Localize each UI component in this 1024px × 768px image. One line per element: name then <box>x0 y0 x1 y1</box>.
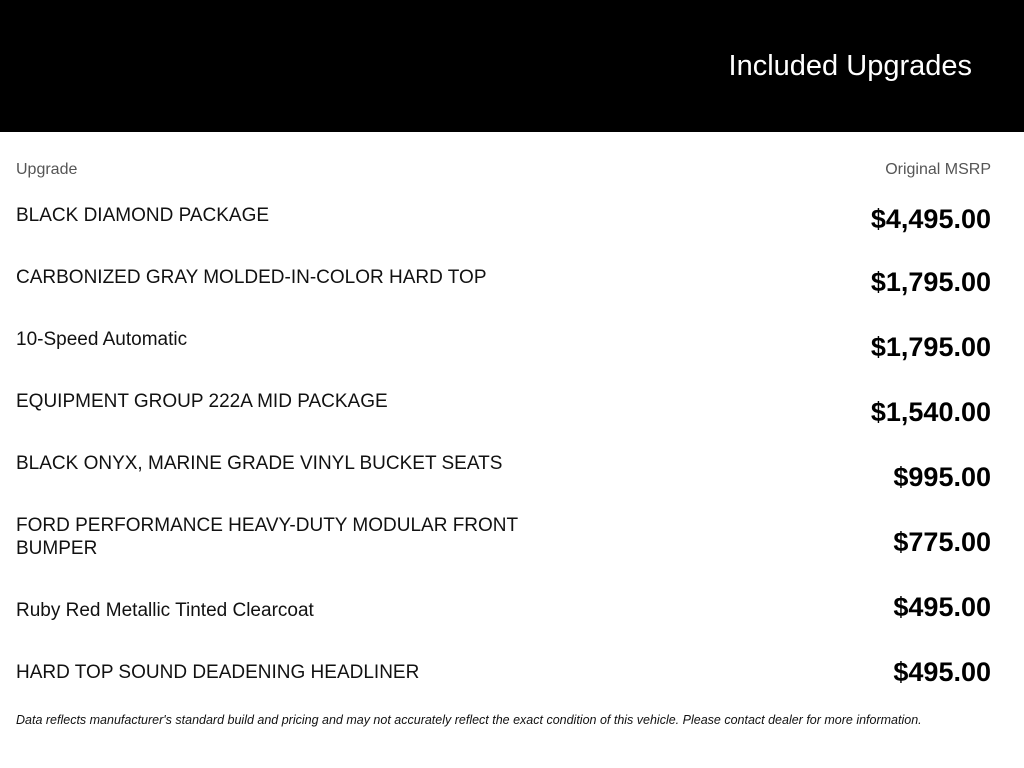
upgrade-row <box>16 514 991 570</box>
header-banner <box>0 0 1024 132</box>
upgrade-name: CARBONIZED GRAY MOLDED-IN-COLOR HARD TOP <box>16 267 487 288</box>
upgrade-name: EQUIPMENT GROUP 222A MID PACKAGE <box>16 391 388 412</box>
upgrade-row <box>16 390 991 446</box>
upgrade-row <box>16 266 991 322</box>
upgrade-row <box>16 328 991 384</box>
upgrade-price: $4,495.00 <box>870 204 991 234</box>
upgrade-name: 10-Speed Automatic <box>16 329 188 350</box>
upgrade-price: $495.00 <box>893 657 991 687</box>
upgrade-name: Ruby Red Metallic Tinted Clearcoat <box>16 600 314 621</box>
upgrade-name: BLACK ONYX, MARINE GRADE VINYL BUCKET SEATS <box>16 453 503 474</box>
upgrade-name: FORD PERFORMANCE HEAVY-DUTY MODULAR FRONT BUMPER <box>16 515 518 559</box>
upgrade-row <box>16 657 991 717</box>
upgrade-price: $1,540.00 <box>870 397 991 427</box>
upgrade-price: $995.00 <box>893 462 991 492</box>
upgrade-name: HARD TOP SOUND DEADENING HEADLINER <box>16 662 420 683</box>
upgrade-price: $1,795.00 <box>870 332 991 362</box>
column-header-msrp: Original MSRP <box>885 161 991 178</box>
disclaimer-text: Data reflects manufacturer's standard build and pricing and may not accurately reflect the exact condition of this vehicle. Please contact dealer for more information. <box>16 713 922 727</box>
upgrade-row <box>16 452 991 508</box>
upgrade-price: $1,795.00 <box>870 267 991 297</box>
upgrade-name: BLACK DIAMOND PACKAGE <box>16 205 270 226</box>
column-header-upgrade: Upgrade <box>16 161 78 178</box>
upgrade-price: $775.00 <box>893 527 991 557</box>
page-title: Included Upgrades <box>728 50 972 82</box>
upgrade-row <box>16 592 991 655</box>
upgrade-price: $495.00 <box>893 592 991 622</box>
upgrade-row <box>16 204 991 260</box>
